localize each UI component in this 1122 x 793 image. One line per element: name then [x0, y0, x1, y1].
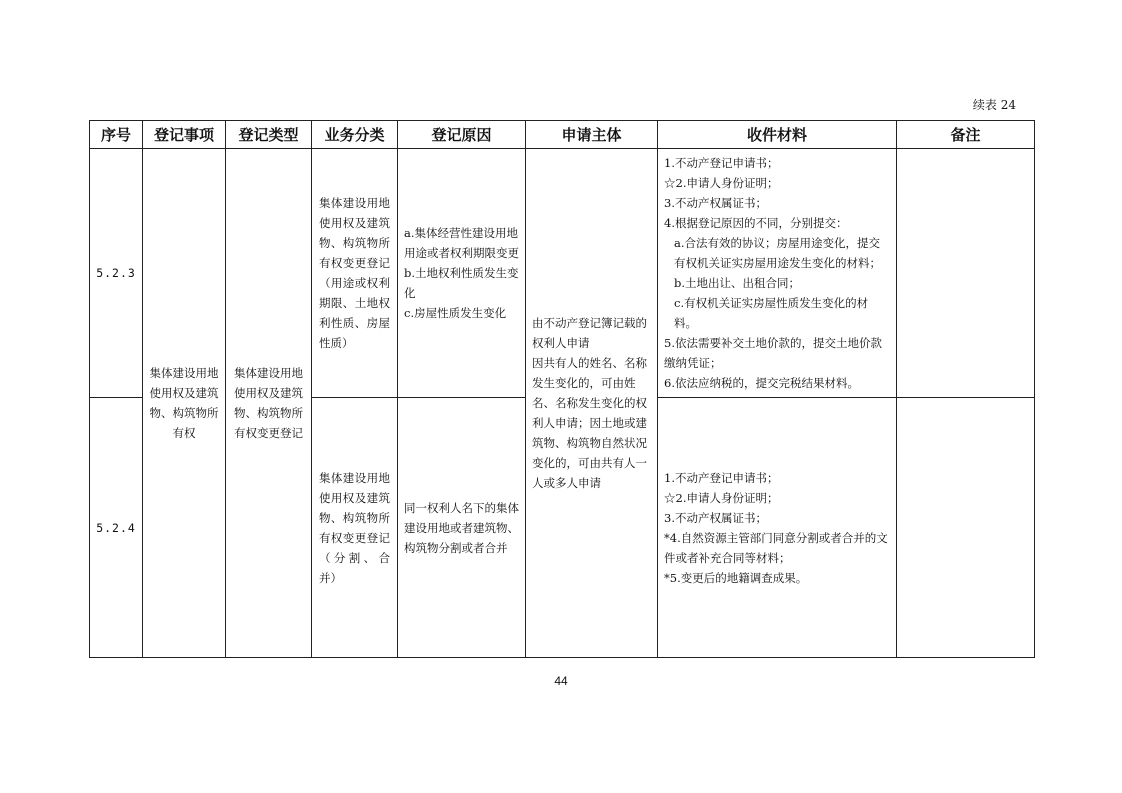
table-header-row: [90, 121, 1035, 149]
material-line: a.合法有效的协议；房屋用途变化，提交有权机关证实房屋用途发生变化的材料；: [674, 236, 881, 270]
material-line: c.有权机关证实房屋性质发生变化的材料。: [674, 296, 869, 330]
continued-table-label: 续表 24: [972, 98, 1016, 112]
remarks-cell: [897, 398, 1035, 658]
header-applicant: 申请主体: [526, 121, 658, 149]
reason-line: 同一权利人名下的集体建设用地或者建筑物、构筑物分割或者合并: [404, 500, 519, 555]
reason-line: c.房屋性质发生变化: [404, 306, 507, 320]
material-line: 6.依法应纳税的，提交完税结果材料。: [664, 376, 859, 390]
material-line: 3.不动产权属证书；: [664, 510, 767, 525]
material-line: 3.不动产权属证书；: [664, 196, 767, 210]
registration-table: [89, 120, 1035, 658]
registration-reason-cell: [398, 398, 526, 658]
registration-item-cell: 集体建设用地使用权及建筑物、构筑物所有权: [143, 149, 226, 658]
reason-line: b.土地权利性质发生变化: [404, 266, 519, 300]
business-category-cell: 集体建设用地使用权及建筑物、构筑物所有权变更登记（分割、合并）: [312, 398, 398, 658]
material-line: ☆2.申请人身份证明；: [664, 176, 779, 190]
reason-line: a.集体经营性建设用地用途或者权利期限变更: [404, 226, 519, 260]
table-row: [90, 149, 1035, 398]
applicant-cell: [526, 149, 658, 658]
material-line: *5.变更后的地籍调查成果。: [664, 570, 808, 585]
business-category-cell: 集体建设用地使用权及建筑物、构筑物所有权变更登记（用途或权利期限、土地权利性质、房屋性质）: [312, 149, 398, 398]
header-remarks: 备注: [897, 121, 1035, 149]
materials-cell: [658, 398, 897, 658]
material-line: 5.依法需要补交土地价款的，提交土地价款缴纳凭证；: [664, 336, 882, 370]
material-line: b.土地出让、出租合同；: [674, 276, 801, 290]
materials-cell: [658, 149, 897, 398]
row-seq: 5.2.3: [90, 149, 143, 398]
material-line: ☆2.申请人身份证明；: [664, 490, 779, 505]
header-seq: 序号: [90, 121, 143, 149]
header-materials: 收件材料: [658, 121, 897, 149]
remarks-cell: [897, 149, 1035, 398]
row-seq: 5.2.4: [90, 398, 143, 658]
header-registration-type: 登记类型: [226, 121, 312, 149]
material-line: 1.不动产登记申请书；: [664, 470, 779, 485]
header-registration-item: 登记事项: [143, 121, 226, 149]
header-registration-reason: 登记原因: [398, 121, 526, 149]
header-business-category: 业务分类: [312, 121, 398, 149]
registration-reason-cell: [398, 149, 526, 398]
material-line: *4.自然资源主管部门同意分割或者合并的文件或者补充合同等材料；: [664, 530, 888, 565]
material-line: 1.不动产登记申请书；: [664, 156, 779, 170]
page-number: 44: [554, 674, 568, 688]
registration-type-cell: 集体建设用地使用权及建筑物、构筑物所有权变更登记: [226, 149, 312, 658]
material-line: 4.根据登记原因的不同，分别提交：: [664, 216, 848, 230]
applicant-text: 由不动产登记簿记载的权利人申请 因共有人的姓名、名称发生变化的，可由姓名、名称发生变化的权利人申请；因土地或建筑物、构筑物自然状况变化的，可由共有人一人或多人申请: [532, 316, 647, 490]
